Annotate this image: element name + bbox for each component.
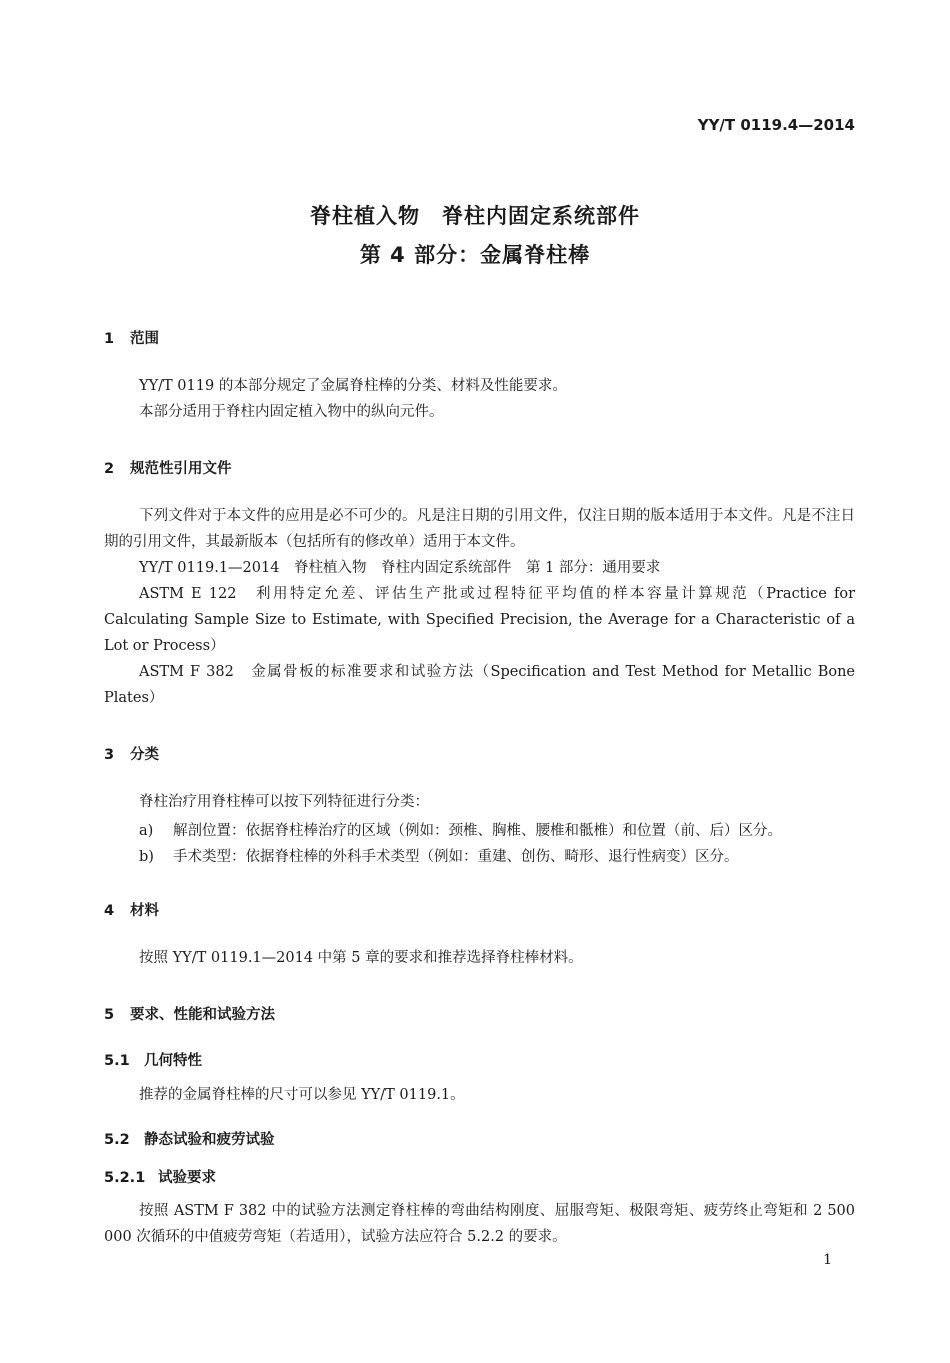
section-number: 5.1 — [104, 1053, 130, 1069]
section-number: 1 — [104, 331, 115, 347]
list-text: 解剖位置：依据脊柱棒治疗的区域（例如：颈椎、胸椎、腰椎和骶椎）和位置（前、后）区分。 — [173, 823, 782, 839]
section-5-1-heading — [104, 1049, 202, 1070]
list-item — [139, 819, 782, 840]
standard-number: YY/T 0119.4—2014 — [697, 116, 855, 134]
document-subtitle: 第 4 部分：金属脊柱棒 — [359, 243, 591, 267]
section-title: 要求、性能和试验方法 — [130, 1007, 275, 1023]
section-title: 静态试验和疲劳试验 — [144, 1132, 275, 1148]
section-2-heading — [104, 457, 232, 478]
section-title: 材料 — [130, 903, 159, 919]
list-text: 手术类型：依据脊柱棒的外科手术类型（例如：重建、创伤、畸形、退行性病变）区分。 — [173, 849, 739, 865]
section-number: 3 — [104, 747, 115, 763]
section-5-heading — [104, 1003, 275, 1024]
section-number: 2 — [104, 461, 115, 477]
page-number: 1 — [823, 1252, 832, 1268]
paragraph: 按照 ASTM F 382 中的试验方法测定脊柱棒的弯曲结构刚度、屈服弯矩、极限弯矩、疲劳终止弯矩和 2 500 000 次循环的中值疲劳弯矩（若适用），试验方法应符合 5.2.2 的要求。 — [104, 1203, 855, 1245]
section-title: 试验要求 — [158, 1170, 216, 1186]
section-title: 范围 — [130, 331, 159, 347]
paragraph: 推荐的金属脊柱棒的尺寸可以参见 YY/T 0119.1。 — [139, 1087, 465, 1103]
section-number: 5.2 — [104, 1132, 130, 1148]
section-number: 5.2.1 — [104, 1170, 146, 1186]
section-5-2-1-heading — [104, 1166, 216, 1187]
section-title: 分类 — [130, 747, 159, 763]
reference-item: YY/T 0119.1—2014 脊柱植入物 脊柱内固定系统部件 第 1 部分：通用要求 — [139, 560, 661, 576]
list-item — [139, 845, 739, 866]
reference-item: ASTM E 122 利用特定允差、评估生产批或过程特征平均值的样本容量计算规范（Practice for Calculating Sample Size to Estimate, with Specified Precision, the Average for a Characteristic of a Lot or Process） — [104, 586, 855, 654]
document-title: 脊柱植入物 脊柱内固定系统部件 — [310, 204, 640, 228]
section-1-heading — [104, 327, 159, 348]
paragraph: 下列文件对于本文件的应用是必不可少的。凡是注日期的引用文件，仅注日期的版本适用于本文件。凡是不注日期的引用文件，其最新版本（包括所有的修改单）适用于本文件。 — [104, 508, 855, 550]
paragraph: 按照 YY/T 0119.1—2014 中第 5 章的要求和推荐选择脊柱棒材料。 — [139, 950, 583, 966]
section-title: 规范性引用文件 — [130, 461, 232, 477]
section-5-2-heading — [104, 1128, 275, 1149]
section-3-heading — [104, 743, 159, 764]
section-number: 4 — [104, 903, 115, 919]
paragraph: YY/T 0119 的本部分规定了金属脊柱棒的分类、材料及性能要求。 — [139, 378, 567, 394]
list-label: b) — [139, 849, 154, 865]
section-4-heading — [104, 899, 159, 920]
paragraph: 脊柱治疗用脊柱棒可以按下列特征进行分类： — [139, 794, 429, 810]
paragraph: 本部分适用于脊柱内固定植入物中的纵向元件。 — [139, 404, 444, 420]
section-number: 5 — [104, 1007, 115, 1023]
list-label: a) — [139, 823, 154, 839]
reference-item: ASTM F 382 金属骨板的标准要求和试验方法（Specification and Test Method for Metallic Bone Plates） — [104, 664, 855, 706]
section-title: 几何特性 — [144, 1053, 202, 1069]
